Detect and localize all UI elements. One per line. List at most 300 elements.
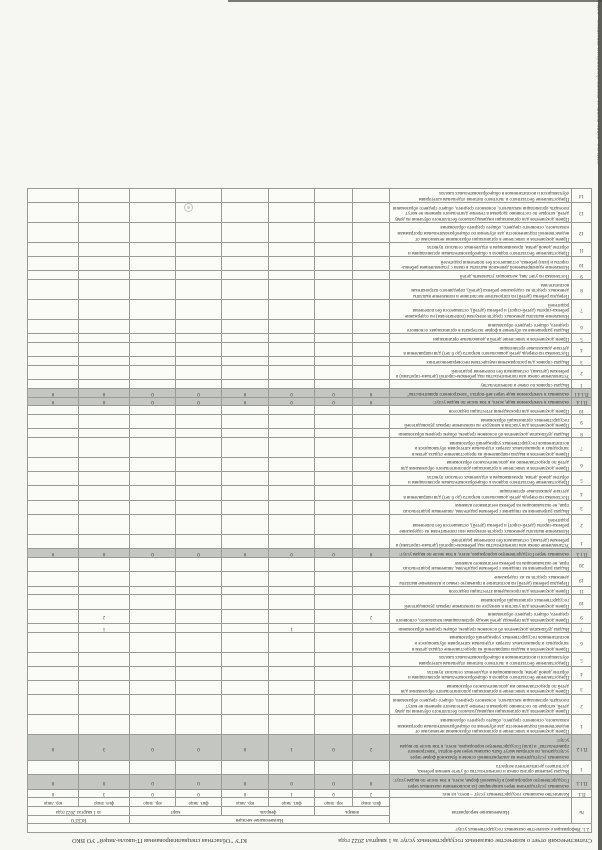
value-cell — [222, 652, 269, 666]
value-cell: 0 — [315, 775, 353, 789]
value-cell — [269, 257, 315, 271]
value-cell — [222, 342, 269, 356]
value-cell — [27, 280, 78, 300]
value-cell — [315, 558, 353, 572]
value-cell — [353, 652, 390, 666]
value-cell — [353, 515, 390, 535]
row-name-cell: Передача ребенка (детей) на патронатное воспитание и назначение выплаты денежных средств на содержание ребенка (детей), переданного патронатным воспитателям — [390, 280, 572, 300]
row-name-cell: оказанных в электронном виде через веб-портал "электронного правительства" — [390, 388, 572, 397]
sub-header: физ. лицо — [269, 798, 315, 807]
table-row — [27, 429, 591, 438]
value-cell: 0 — [353, 397, 390, 406]
value-cell — [176, 623, 222, 632]
value-cell — [353, 623, 390, 632]
month-header: за 1 квартал 2022 года — [27, 806, 129, 815]
value-cell — [79, 595, 130, 609]
value-cell — [27, 457, 78, 471]
value-cell — [27, 437, 78, 457]
value-cell — [222, 202, 269, 222]
row-name-cell: оказанных услугодателем на альтернативной основе в бумажной форме через услугодателя, по которым могут быть оказаны через веб-портал "электронного правительства" и (или) Государственную корпорацию, всего, в том числе по видам услуг: — [390, 735, 572, 761]
value-cell — [315, 715, 353, 735]
scan-top-edge-artifact — [228, 0, 602, 2]
table-row — [27, 242, 591, 256]
value-cell — [27, 334, 78, 343]
value-cell — [353, 681, 390, 695]
value-cell: 1 — [269, 735, 315, 761]
value-cell: 0 — [27, 549, 78, 558]
value-cell — [315, 695, 353, 715]
table-row — [27, 595, 591, 609]
row-name-cell: Выдача разрешения на свидания с ребенком родителям, лишенным родительских прав, не оказывающим на ребенка негативного влияния — [390, 500, 572, 514]
value-cell — [269, 342, 315, 356]
row-name-cell: Прием документов для прохождения аттестации педагогов — [390, 406, 572, 415]
value-cell — [79, 535, 130, 549]
value-cell: 0 — [130, 388, 176, 397]
value-cell: 0 — [79, 388, 130, 397]
value-cell — [315, 609, 353, 623]
table-row — [27, 365, 591, 379]
row-num-cell: 1 — [572, 535, 592, 549]
row-name-cell: Выдача справок для распоряжения имуществом несовершеннолетних — [390, 357, 572, 366]
row-num-cell: 5 — [572, 472, 592, 486]
value-cell — [130, 429, 176, 438]
sub-header: юр. лицо — [27, 798, 78, 807]
value-cell — [269, 320, 315, 334]
value-cell — [315, 623, 353, 632]
value-cell — [79, 515, 130, 535]
value-cell — [353, 500, 390, 514]
table-row — [27, 300, 591, 320]
value-cell: 0 — [315, 789, 353, 798]
row-num-cell: П.1.1. — [572, 775, 592, 789]
value-cell — [353, 202, 390, 222]
value-cell — [269, 472, 315, 486]
value-cell — [27, 761, 78, 775]
row-name-cell: Установление опеки или попечительства над ребенком-сиротой (детьми-сиротами) и ребенком (детьми), оставшимся без попечения родителей — [390, 535, 572, 549]
row-name-cell: Постановка на очередь детей дошкольного возраста (до 6 лет) для направления в детские дошкольные организации — [390, 486, 572, 500]
value-cell — [27, 595, 78, 609]
value-cell — [130, 623, 176, 632]
row-num-cell: 10 — [572, 406, 592, 415]
value-cell — [27, 515, 78, 535]
value-cell — [176, 188, 222, 202]
table-row — [27, 457, 591, 471]
value-cell — [269, 586, 315, 595]
row-num-cell: П.1. — [572, 789, 592, 798]
value-cell — [222, 242, 269, 256]
row-num-cell: 8 — [572, 280, 592, 300]
value-cell — [222, 457, 269, 471]
value-cell — [79, 300, 130, 320]
value-cell — [353, 437, 390, 457]
value-cell — [176, 242, 222, 256]
scan-speck-artifact — [184, 203, 193, 212]
value-cell: 0 — [269, 388, 315, 397]
table-row — [27, 397, 591, 406]
table-row — [27, 789, 591, 798]
page-content — [10, 188, 592, 844]
value-cell — [315, 202, 353, 222]
value-cell — [130, 695, 176, 715]
value-cell — [176, 666, 222, 680]
value-cell — [315, 271, 353, 280]
value-cell — [27, 320, 78, 334]
value-cell — [176, 414, 222, 428]
value-cell — [27, 257, 78, 271]
value-cell — [79, 280, 130, 300]
caption-line — [14, 837, 592, 844]
value-cell: 0 — [315, 397, 353, 406]
value-cell — [353, 334, 390, 343]
table-row — [27, 414, 591, 428]
sub-header: физ. лицо — [353, 798, 390, 807]
value-cell: 2 — [353, 735, 390, 761]
value-cell — [27, 222, 78, 242]
sub-header: физ. лицо — [79, 798, 130, 807]
value-cell — [130, 365, 176, 379]
value-cell — [315, 652, 353, 666]
row-name-cell: Прием документов и выдача направлений на предоставление отдыха детям в загородных и пришкольных лагерях отдельным категориям обучающихся и воспитанников государственных учреждений образования — [390, 632, 572, 652]
value-cell — [222, 222, 269, 242]
value-cell — [27, 535, 78, 549]
row-name-cell: Выдача дубликатов документов об основном среднем, общем среднем образовании — [390, 429, 572, 438]
value-cell — [269, 365, 315, 379]
value-cell — [222, 632, 269, 652]
value-cell — [176, 320, 222, 334]
value-cell — [315, 486, 353, 500]
row-num-cell: П.1.3. — [572, 549, 592, 558]
value-cell — [130, 652, 176, 666]
value-cell — [269, 652, 315, 666]
value-cell — [222, 257, 269, 271]
value-cell — [130, 457, 176, 471]
value-cell — [130, 609, 176, 623]
value-cell — [269, 300, 315, 320]
row-name-cell: Назначение единовременной денежной выплаты в связи с усыновлением ребенка-сироты и (или) ребенка, оставшегося без попечения родителей — [390, 257, 572, 271]
value-cell: 0 — [353, 388, 390, 397]
table-row — [27, 775, 591, 789]
row-num-cell: 2 — [572, 695, 592, 715]
table-row — [27, 549, 591, 558]
value-cell — [27, 695, 78, 715]
value-cell — [130, 222, 176, 242]
row-name-cell: Прием документов и зачисление в организации дополнительного образования для детей по предоставлению им дополнительного образования — [390, 457, 572, 471]
value-cell — [353, 586, 390, 595]
value-cell — [222, 437, 269, 457]
value-cell — [130, 242, 176, 256]
value-cell — [222, 623, 269, 632]
row-num-cell: П.1.2. — [572, 735, 592, 761]
table-header — [27, 798, 591, 833]
table-row — [27, 188, 591, 202]
row-name-cell: Передача ребенка (детей) на воспитание в приемную семью и назначение выплаты денежных средств на их содержание — [390, 572, 572, 586]
row-num-cell: 6 — [572, 320, 592, 334]
row-num-cell: 1 — [572, 715, 592, 735]
value-cell — [315, 365, 353, 379]
value-cell — [176, 558, 222, 572]
table-row — [27, 271, 591, 280]
value-cell: 0 — [176, 388, 222, 397]
value-cell — [176, 652, 222, 666]
value-cell — [269, 334, 315, 343]
row-num-cell: 9 — [572, 609, 592, 623]
table-row — [27, 202, 591, 222]
value-cell: 0 — [79, 775, 130, 789]
value-cell: 0 — [130, 775, 176, 789]
row-num-cell: 3 — [572, 500, 592, 514]
row-name-cell: оказанных в электронном виде, всего, в том числе по видам услуг: — [390, 397, 572, 406]
value-cell — [353, 715, 390, 735]
row-name-cell: Предоставление бесплатного и льготного питания отдельным категориям обучающихся и воспитанников в общеобразовательных школах — [390, 188, 572, 202]
row-name-cell: Прием документов и зачисление в организации образования независимо от ведомственной подчиненности для обучения по общеобразовательным программам начального, основного среднего, общего среднего образования — [390, 222, 572, 242]
row-name-cell: Установление опеки или попечительства над ребенком-сиротой (детьми-сиротами) и ребенком (детьми), оставшимся без попечения родителей — [390, 365, 572, 379]
value-cell — [27, 188, 78, 202]
value-cell — [130, 558, 176, 572]
value-cell — [269, 761, 315, 775]
table-row — [27, 535, 591, 549]
row-num-cell: 7 — [572, 300, 592, 320]
value-cell — [315, 342, 353, 356]
value-cell — [79, 320, 130, 334]
row-name-cell: Количество оказанных государственных услуг – всего, из них: — [390, 789, 572, 798]
value-cell — [130, 535, 176, 549]
value-cell — [79, 472, 130, 486]
value-cell — [353, 242, 390, 256]
value-cell — [353, 257, 390, 271]
table-row — [27, 380, 591, 389]
value-cell — [176, 271, 222, 280]
value-cell — [79, 666, 130, 680]
value-cell — [222, 761, 269, 775]
value-cell — [315, 535, 353, 549]
value-cell — [27, 429, 78, 438]
value-cell — [353, 406, 390, 415]
value-cell — [269, 357, 315, 366]
value-cell — [79, 365, 130, 379]
value-cell — [269, 695, 315, 715]
value-cell: 0 — [79, 549, 130, 558]
row-num-cell: П.1.4.1 — [572, 388, 592, 397]
value-cell — [130, 472, 176, 486]
value-cell — [315, 380, 353, 389]
row-num-cell: 10 — [572, 257, 592, 271]
row-num-cell: 4 — [572, 666, 592, 680]
row-name-cell: Выдача дубликатов документов об основном среднем, общем среднем образовании — [390, 623, 572, 632]
row-num-cell: 2 — [572, 515, 592, 535]
value-cell: 1 — [79, 623, 130, 632]
value-cell — [222, 365, 269, 379]
value-cell — [130, 666, 176, 680]
row-num-cell: 1 — [572, 761, 592, 775]
table-row — [27, 357, 591, 366]
value-cell — [222, 406, 269, 415]
value-cell — [27, 623, 78, 632]
value-cell — [130, 271, 176, 280]
value-cell — [79, 558, 130, 572]
value-cell — [222, 558, 269, 572]
value-cell — [353, 429, 390, 438]
value-cell — [130, 202, 176, 222]
value-cell: 0 — [222, 789, 269, 798]
value-cell: 0 — [27, 388, 78, 397]
value-cell: 0 — [222, 775, 269, 789]
value-cell: 0 — [269, 775, 315, 789]
value-cell: 0 — [315, 388, 353, 397]
value-cell — [27, 406, 78, 415]
row-num-cell: 5 — [572, 334, 592, 343]
row-name-cell: Постановка на очередь детей дошкольного возраста (до 6 лет) для направления в детские дошкольные организации — [390, 342, 572, 356]
row-num-cell: 1 — [572, 380, 592, 389]
row-num-cell: 12 — [572, 222, 592, 242]
value-cell — [353, 595, 390, 609]
value-cell — [27, 715, 78, 735]
value-cell — [79, 652, 130, 666]
value-cell — [315, 334, 353, 343]
value-cell — [79, 242, 130, 256]
sub-header: юр. лицо — [315, 798, 353, 807]
value-cell — [176, 586, 222, 595]
value-cell — [79, 695, 130, 715]
row-num-cell: 3 — [572, 357, 592, 366]
row-name-cell: Выдача разрешения на свидания с ребенком родителям, лишенным родительских прав, не оказывающим на ребенка негативного влияния — [390, 558, 572, 572]
value-cell: 0 — [176, 735, 222, 761]
value-cell — [27, 586, 78, 595]
value-cell — [222, 271, 269, 280]
value-cell — [176, 300, 222, 320]
value-cell — [222, 429, 269, 438]
value-cell — [353, 414, 390, 428]
value-cell: 0 — [130, 397, 176, 406]
row-num-cell: 11 — [572, 242, 592, 256]
value-cell: 0 — [222, 388, 269, 397]
value-cell — [222, 357, 269, 366]
row-name-cell: Прием документов и зачисление в организации дополнительного образования для детей по предоставлению им дополнительного образования — [390, 681, 572, 695]
value-cell — [269, 500, 315, 514]
value-cell — [27, 342, 78, 356]
row-name-cell: оказанных услугодателем через канцелярию (за исключением оказанных через Государственную корпорацию) в бумажной форме, всего, в том числе по видам услуг: — [390, 775, 572, 789]
value-cell — [222, 715, 269, 735]
value-cell — [315, 666, 353, 680]
value-cell — [27, 632, 78, 652]
value-cell — [130, 357, 176, 366]
table-row — [27, 632, 591, 652]
value-cell — [315, 222, 353, 242]
organization-name: КГУ "Областная специализированная IT-школа-лицей" УО ВКО — [72, 837, 248, 844]
value-cell — [79, 222, 130, 242]
value-cell — [353, 380, 390, 389]
value-cell: 0 — [353, 549, 390, 558]
value-cell — [269, 222, 315, 242]
value-cell — [353, 188, 390, 202]
value-cell — [222, 681, 269, 695]
month-header: март — [130, 806, 222, 815]
value-cell — [27, 242, 78, 256]
value-cell — [130, 342, 176, 356]
value-cell — [315, 457, 353, 471]
value-cell: 0 — [176, 789, 222, 798]
row-name-cell: Предоставление бесплатного подвоза к общеобразовательным организациям и обратно домой детям, проживающим в отдаленных сельских пунктах — [390, 242, 572, 256]
value-cell — [27, 271, 78, 280]
sub-header: физ. лицо — [176, 798, 222, 807]
value-cell — [222, 515, 269, 535]
value-cell — [27, 365, 78, 379]
table-row — [27, 572, 591, 586]
value-cell — [315, 595, 353, 609]
value-cell: 2 — [353, 609, 390, 623]
value-cell — [315, 586, 353, 595]
value-cell — [269, 280, 315, 300]
value-cell: 3 — [79, 789, 130, 798]
value-cell — [269, 535, 315, 549]
header-group-row — [27, 815, 591, 824]
value-cell — [27, 609, 78, 623]
value-cell — [130, 406, 176, 415]
value-cell — [353, 558, 390, 572]
value-cell: 0 — [27, 397, 78, 406]
value-cell — [176, 681, 222, 695]
table-row — [27, 515, 591, 535]
value-cell — [222, 609, 269, 623]
value-cell — [315, 320, 353, 334]
value-cell — [79, 437, 130, 457]
value-cell — [130, 486, 176, 500]
value-cell — [353, 632, 390, 652]
value-cell: 0 — [27, 789, 78, 798]
sub-header: юр. лицо — [130, 798, 176, 807]
section-title-row — [27, 824, 591, 833]
months-group-header: Наименование месяцев — [130, 815, 390, 824]
value-cell — [315, 188, 353, 202]
scan-right-edge-artifact — [598, 0, 602, 850]
table-row — [27, 222, 591, 242]
value-cell — [130, 280, 176, 300]
value-cell — [315, 572, 353, 586]
value-cell — [79, 342, 130, 356]
value-cell — [222, 695, 269, 715]
value-cell — [130, 334, 176, 343]
value-cell: 2 — [353, 789, 390, 798]
value-cell — [269, 486, 315, 500]
row-num-cell: 11 — [572, 586, 592, 595]
value-cell — [79, 572, 130, 586]
row-name-cell: Прием документов и зачисление детей в дошкольные организации — [390, 334, 572, 343]
row-num-cell: 7 — [572, 437, 592, 457]
value-cell — [269, 558, 315, 572]
value-cell — [353, 222, 390, 242]
value-cell — [353, 761, 390, 775]
value-cell — [315, 406, 353, 415]
value-cell: 0 — [315, 735, 353, 761]
value-cell — [27, 558, 78, 572]
row-name-cell: Прием документов для организации индивидуального бесплатного обучения на дому детей, которые по состоянию здоровья в течение длительного времени не могут посещать организации начального, основного среднего, общего среднего образования — [390, 202, 572, 222]
value-cell — [130, 500, 176, 514]
row-name-cell: Прием документов для перевода детей между организациями начального, основного среднего, общего среднего образования — [390, 609, 572, 623]
value-cell — [315, 257, 353, 271]
value-cell — [79, 486, 130, 500]
value-cell — [176, 472, 222, 486]
value-cell — [176, 500, 222, 514]
value-cell: 0 — [79, 397, 130, 406]
value-cell — [79, 586, 130, 595]
row-name-cell: Предоставление бесплатного и льготного питания отдельным категориям обучающихся и воспитанников в общеобразовательных школах — [390, 652, 572, 666]
value-cell — [176, 280, 222, 300]
value-cell — [353, 572, 390, 586]
row-name-cell: Прием документов и выдача направлений на предоставление отдыха детям в загородных и пришкольных лагерях отдельным категориям обучающихся и воспитанников государственных учреждений образования — [390, 437, 572, 457]
value-cell: 1 — [269, 623, 315, 632]
table-row — [27, 586, 591, 595]
value-cell — [315, 472, 353, 486]
value-cell — [79, 715, 130, 735]
